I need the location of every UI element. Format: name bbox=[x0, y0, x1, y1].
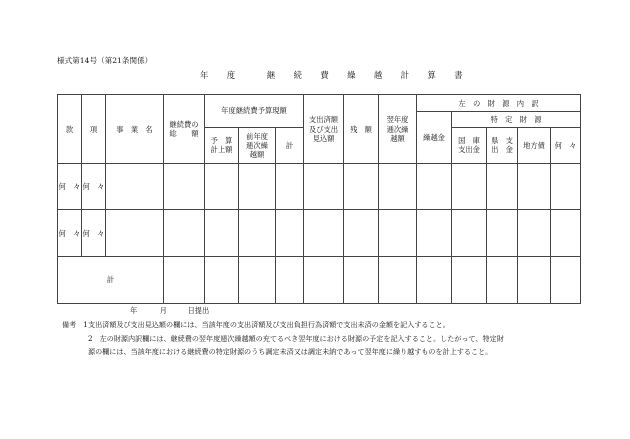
carryover-table bbox=[57, 94, 581, 304]
notes-label: 備考 1 bbox=[62, 320, 88, 329]
zennendo-line2: 逓次繰 bbox=[246, 140, 268, 150]
col-kurikoshikin-header: 繰越金 bbox=[417, 112, 452, 164]
col-zangaku-header: 残 額 bbox=[344, 95, 379, 164]
form-number: 様式第14号（第21条関係） bbox=[57, 56, 153, 65]
yosan-keijo-line1: 予 算 bbox=[210, 136, 233, 146]
col-yokunendo-header bbox=[379, 95, 417, 164]
ken-line2: 出 金 bbox=[491, 145, 513, 155]
date-day-submit: 日提出 bbox=[187, 306, 210, 315]
col-tokutei-zaigen-header: 特 定 財 源 bbox=[452, 112, 581, 127]
kokko-line2: 支出金 bbox=[458, 145, 480, 155]
shishutsu-line2: 及び支出 bbox=[308, 124, 339, 134]
ken-line1: 県 支 bbox=[491, 136, 513, 146]
col-keizoku-sogaku-header bbox=[164, 95, 205, 164]
date-year: 年 bbox=[130, 306, 138, 315]
row1-kan: 何 々 bbox=[58, 164, 82, 210]
submission-date-line bbox=[130, 307, 209, 314]
date-month: 月 bbox=[159, 306, 167, 315]
yosan-keijo-line2: 計上額 bbox=[210, 145, 233, 155]
total-label: 計 bbox=[58, 257, 164, 304]
col-kei-header: 計 bbox=[276, 127, 304, 164]
total-row bbox=[58, 257, 581, 304]
keizoku-sogaku-line1: 継続費の bbox=[169, 120, 199, 130]
document-title: 年 度 継 続 費 繰 越 計 算 書 bbox=[200, 70, 468, 80]
col-yosan-keijo-header bbox=[205, 127, 239, 164]
table-row bbox=[58, 210, 581, 257]
row2-kou: 何 々 bbox=[82, 210, 106, 257]
col-shishutsu-header bbox=[304, 95, 344, 164]
col-zennendo-header bbox=[239, 127, 276, 164]
note-1: 支出済額及び支出見込額の欄には、当該年度の支出済額及び支出負担行為済額で支出未済の金額を記入すること。 bbox=[88, 320, 450, 329]
note-2-continued: 源の欄には、当該年度における継続費の特定財源のうち調定未済又は調定未納であって翌年度に繰り越すものを計上すること。 bbox=[88, 347, 493, 356]
col-yosan-group-header: 年度継続費予算現額 bbox=[205, 95, 304, 128]
yokunendo-line1: 翌年度 bbox=[386, 115, 409, 125]
col-kan-header: 款 bbox=[58, 95, 82, 164]
table-row bbox=[58, 164, 581, 210]
row1-kou: 何 々 bbox=[82, 164, 106, 210]
note-2: 2 左の財源内訳欄には、継続費の翌年度逓次繰越額の充てるべき翌年度における財源の予定を記入すること。したがって、特定財 bbox=[88, 334, 504, 343]
keizoku-sogaku-line2: 総 額 bbox=[169, 129, 199, 139]
zennendo-line3: 越額 bbox=[249, 150, 265, 159]
shishutsu-line1: 支出済額 bbox=[308, 115, 339, 125]
yokunendo-line2: 逓次繰 bbox=[386, 124, 409, 134]
yokunendo-line3: 越額 bbox=[390, 133, 405, 143]
col-zaigen-naiyaku-header: 左 の 財 源 内 訳 bbox=[417, 95, 581, 112]
col-kokko-header bbox=[452, 127, 487, 164]
shishutsu-line3: 見込額 bbox=[312, 133, 335, 143]
col-jigyo-header: 事 業 名 bbox=[106, 95, 164, 164]
col-chihousai-header: 地方債 bbox=[518, 127, 551, 164]
col-nannan-header: 何 々 bbox=[551, 127, 581, 164]
col-ken-header bbox=[487, 127, 518, 164]
row2-kan: 何 々 bbox=[58, 210, 82, 257]
zennendo-line1: 前年度 bbox=[246, 131, 268, 141]
col-kou-header: 項 bbox=[82, 95, 106, 164]
kokko-line1: 国 庫 bbox=[458, 136, 480, 146]
